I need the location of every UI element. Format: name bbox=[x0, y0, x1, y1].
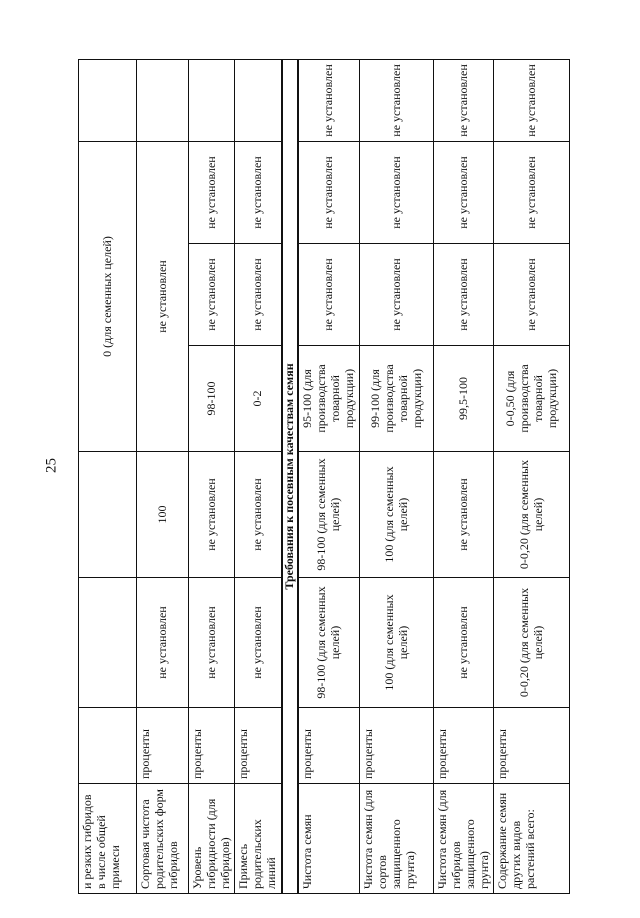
unit-cell: проценты bbox=[434, 708, 494, 784]
table-row bbox=[434, 59, 494, 893]
value-cell-merged: не установлен bbox=[137, 141, 189, 451]
value-cell: не установлен bbox=[235, 452, 282, 578]
value-cell: не установлен bbox=[189, 452, 235, 578]
value-cell: не установлен bbox=[137, 578, 189, 708]
value-cell: 99,5-100 bbox=[434, 346, 494, 452]
value-cell: не установлен bbox=[434, 141, 494, 243]
value-cell: 0-0,20 (для семенных целей) bbox=[494, 452, 570, 578]
value-cell: не установлен bbox=[360, 141, 434, 243]
value-cell: не установлен bbox=[235, 141, 282, 243]
table-row bbox=[79, 59, 137, 893]
value-cell: не установлен bbox=[360, 244, 434, 346]
page-number: 25 bbox=[43, 458, 60, 473]
value-cell: не установлен bbox=[494, 141, 570, 243]
unit-cell: проценты bbox=[360, 708, 434, 784]
value-cell: 0-0,50 (для производства товарной продукции) bbox=[494, 346, 570, 452]
value-cell: 0-2 bbox=[235, 346, 282, 452]
value-cell: не установлен bbox=[189, 244, 235, 346]
indicator-name: Сортовая чистота родительских форм гибридов bbox=[137, 784, 189, 894]
value-cell: 100 (для семенных целей) bbox=[360, 452, 434, 578]
section-title: Требования к посевным качествам семян bbox=[282, 59, 298, 893]
value-cell: не установлен bbox=[189, 578, 235, 708]
seed-quality-table bbox=[78, 59, 570, 894]
value-cell: не установлен bbox=[434, 59, 494, 141]
indicator-name: Чистота семян bbox=[298, 784, 360, 894]
unit-cell: проценты bbox=[137, 708, 189, 784]
value-cell: не установлен bbox=[434, 244, 494, 346]
indicator-name: Содержание семян других видов растений всего: bbox=[494, 784, 570, 894]
table-row bbox=[235, 59, 282, 893]
value-cell: не установлен bbox=[494, 244, 570, 346]
unit-cell: проценты bbox=[494, 708, 570, 784]
unit-cell: проценты bbox=[298, 708, 360, 784]
value-cell: не установлен bbox=[189, 141, 235, 243]
value-cell: не установлен bbox=[298, 244, 360, 346]
value-cell: не установлен bbox=[298, 59, 360, 141]
value-cell: 100 bbox=[137, 452, 189, 578]
unit-cell: проценты bbox=[189, 708, 235, 784]
value-cell: не установлен bbox=[235, 578, 282, 708]
value-cell: 0-0,20 (для семенных целей) bbox=[494, 578, 570, 708]
value-cell: 98-100 (для семенных целей) bbox=[298, 452, 360, 578]
value-cell: 100 (для семенных целей) bbox=[360, 578, 434, 708]
table-row bbox=[189, 59, 235, 893]
table-row bbox=[494, 59, 570, 893]
indicator-name: Чистота семян (для гибридов защищенного грунта) bbox=[434, 784, 494, 894]
indicator-name: Примесь родительских линий bbox=[235, 784, 282, 894]
indicator-name: Уровень гибридности (для гибридов) bbox=[189, 784, 235, 894]
top-note: 0 (для семенных целей) bbox=[79, 141, 137, 451]
table-row bbox=[137, 59, 189, 893]
value-cell: 98-100 (для семенных целей) bbox=[298, 578, 360, 708]
indicator-name: Чистота семян (для сортов защищенного грунта) bbox=[360, 784, 434, 894]
value-cell: не установлен bbox=[494, 59, 570, 141]
table-row bbox=[360, 59, 434, 893]
value-cell: не установлен bbox=[235, 244, 282, 346]
value-cell: 99-100 (для производства товарной продукции) bbox=[360, 346, 434, 452]
value-cell: 98-100 bbox=[189, 346, 235, 452]
table-row bbox=[298, 59, 360, 893]
indicator-name: и резких гибридов в числе общей примеси bbox=[79, 784, 137, 894]
value-cell: не установлен bbox=[360, 59, 434, 141]
unit-cell: проценты bbox=[235, 708, 282, 784]
value-cell: не установлен bbox=[434, 578, 494, 708]
value-cell: не установлен bbox=[434, 452, 494, 578]
value-cell: 95-100 (для производства товарной продукции) bbox=[298, 346, 360, 452]
value-cell: не установлен bbox=[298, 141, 360, 243]
section-header-row bbox=[282, 59, 298, 893]
rotated-table-container bbox=[78, 60, 560, 894]
